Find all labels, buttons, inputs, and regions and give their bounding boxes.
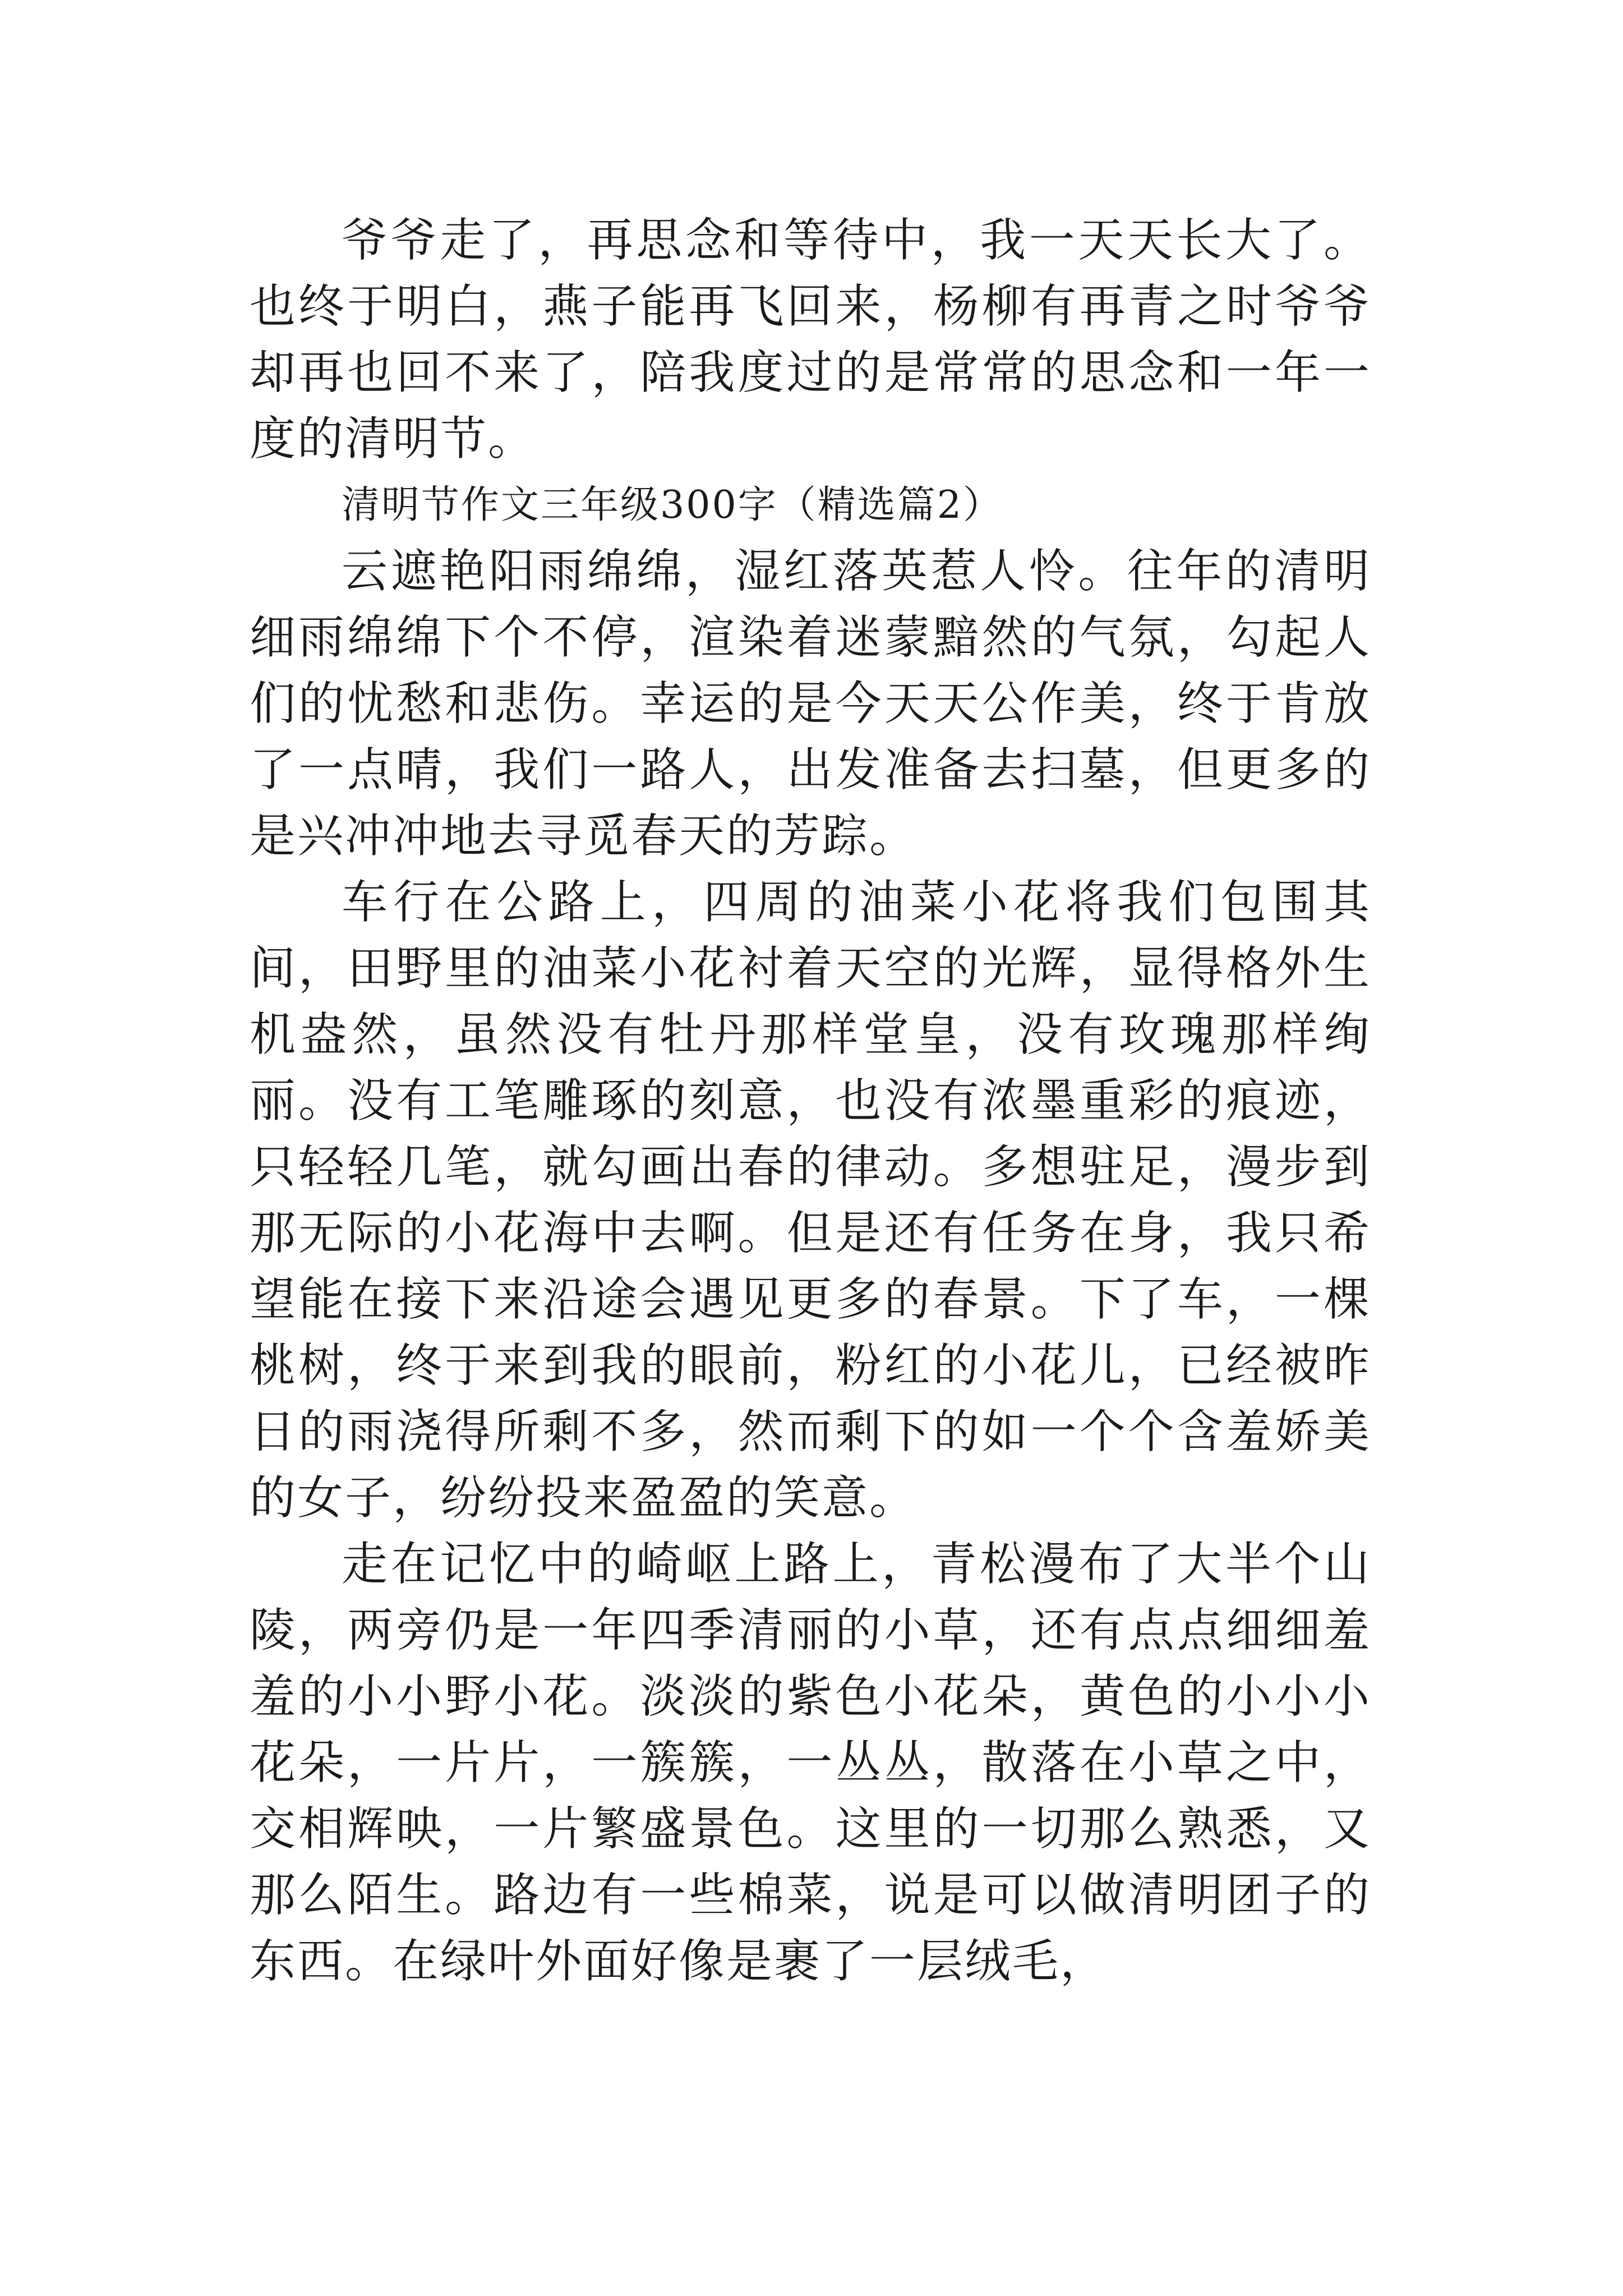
paragraph-1: 爷爷走了，再思念和等待中，我一天天长大了。也终于明白，燕子能再飞回来，杨柳有再青之时爷爷却再也回不来了，陪我度过的是常常的思念和一年一度的清明节。 bbox=[250, 214, 1371, 466]
document-body bbox=[250, 208, 1371, 1995]
section-heading: 清明节作文三年级300字（精选篇2） bbox=[342, 483, 1003, 527]
paragraph-3: 车行在公路上，四周的油菜小花将我们包围其间，田野里的油菜小花衬着天空的光辉，显得格外生机盎然，虽然没有牡丹那样堂皇，没有玫瑰那样绚丽。没有工笔雕琢的刻意，也没有浓墨重彩的痕迹，只轻轻几笔，就勾画出春的律动。多想驻足，漫步到那无际的小花海中去啊。但是还有任务在身，我只希望能在接下来沿途会遇见更多的春景。下了车，一棵桃树，终于来到我的眼前，粉红的小花儿，已经被昨日的雨浇得所剩不多，然而剩下的如一个个含羞娇美的女子，纷纷投来盈盈的笑意。 bbox=[250, 876, 1371, 1525]
paragraph-2: 云遮艳阳雨绵绵，湿红落英惹人怜。往年的清明细雨绵绵下个不停，渲染着迷蒙黯然的气氛，勾起人们的忧愁和悲伤。幸运的是今天天公作美，终于肯放了一点晴，我们一路人，出发准备去扫墓，但更多的是兴冲冲地去寻觅春天的芳踪。 bbox=[250, 545, 1371, 863]
paragraph-4: 走在记忆中的崎岖上路上，青松漫布了大半个山陵，两旁仍是一年四季清丽的小草，还有点点细细羞羞的小小野小花。淡淡的紫色小花朵，黄色的小小小花朵，一片片，一簇簇，一丛丛，散落在小草之中，交相辉映，一片繁盛景色。这里的一切那么熟悉，又那么陌生。路边有一些棉菜，说是可以做清明团子的东西。在绿叶外面好像是裹了一层绒毛， bbox=[250, 1538, 1371, 1988]
